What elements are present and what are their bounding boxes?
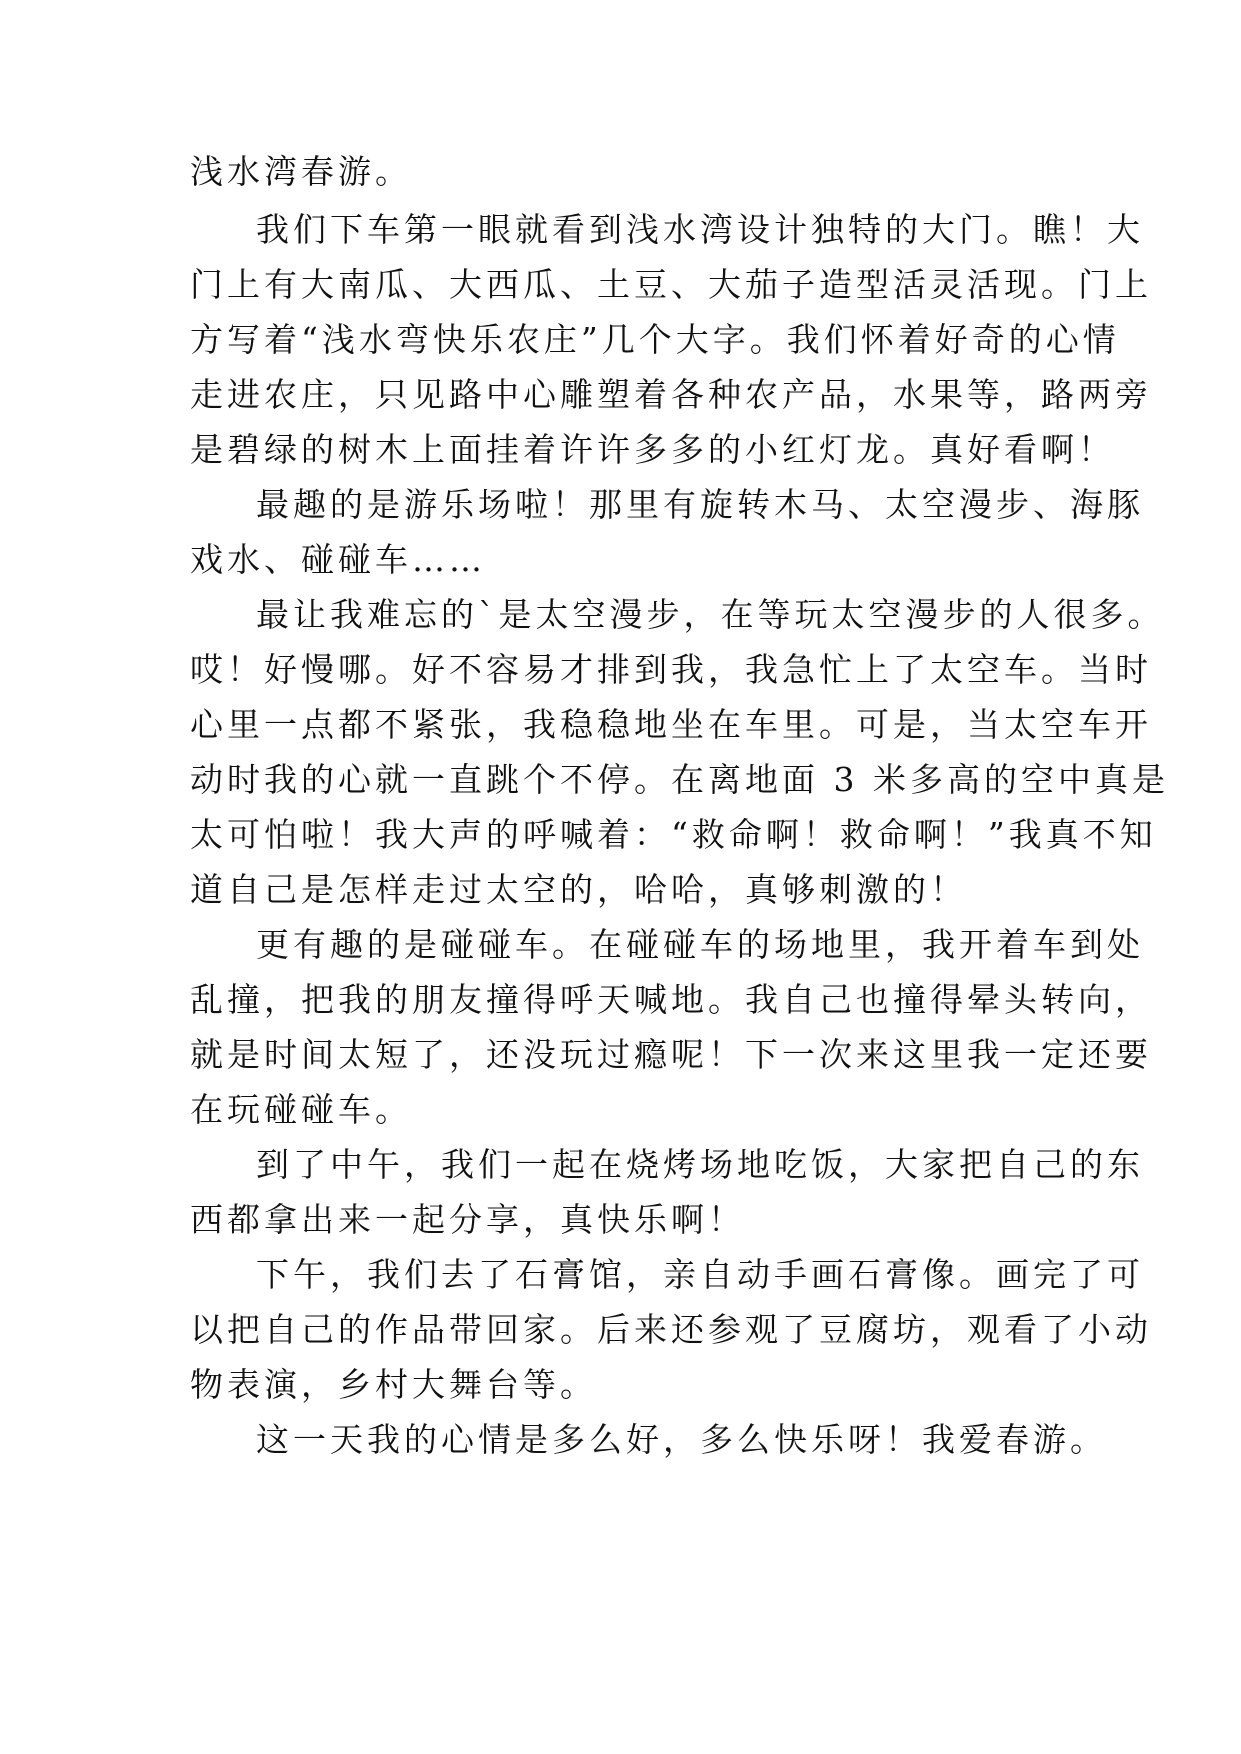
text-line: 我们下车第一眼就看到浅水湾设计独特的大门。瞧！大 xyxy=(256,210,1144,249)
text-line: 门上有大南瓜、大西瓜、土豆、大茄子造型活灵活现。门上 xyxy=(190,265,1152,304)
text-line: 西都拿出来一起分享，真快乐啊！ xyxy=(190,1200,745,1239)
text-line: 方写着“浅水弯快乐农庄”几个大字。我们怀着好奇的心情 xyxy=(190,320,1120,359)
text-line: 最让我难忘的`是太空漫步，在等玩太空漫步的人很多。 xyxy=(256,595,1165,634)
text-line: 更有趣的是碰碰车。在碰碰车的场地里，我开着车到处 xyxy=(256,925,1144,964)
text-line: 到了中午，我们一起在烧烤场地吃饭，大家把自己的东 xyxy=(256,1145,1144,1184)
text-line: 乱撞，把我的朋友撞得呼天喊地。我自己也撞得晕头转向， xyxy=(190,980,1152,1019)
text-line: 以把自己的作品带回家。后来还参观了豆腐坊，观看了小动 xyxy=(190,1310,1152,1349)
text-line: 浅水湾春游。 xyxy=(190,152,412,191)
text-line: 就是时间太短了，还没玩过瘾呢！下一次来这里我一定还要 xyxy=(190,1035,1152,1074)
text-line: 在玩碰碰车。 xyxy=(190,1090,412,1129)
text-line: 心里一点都不紧张，我稳稳地坐在车里。可是，当太空车开 xyxy=(190,705,1152,744)
text-line: 太可怕啦！我大声的呼喊着：“救命啊！救命啊！”我真不知 xyxy=(190,815,1157,854)
text-line: 这一天我的心情是多么好，多么快乐呀！我爱春游。 xyxy=(256,1420,1107,1459)
text-line: 走进农庄，只见路中心雕塑着各种农产品，水果等，路两旁 xyxy=(190,375,1152,414)
text-line: 动时我的心就一直跳个不停。在离地面 3 米多高的空中真是 xyxy=(190,760,1169,799)
text-line: 最趣的是游乐场啦！那里有旋转木马、太空漫步、海豚 xyxy=(256,485,1144,524)
text-line: 下午，我们去了石膏馆，亲自动手画石膏像。画完了可 xyxy=(256,1255,1144,1294)
text-line: 道自己是怎样走过太空的，哈哈，真够刺激的！ xyxy=(190,870,967,909)
text-line: 哎！好慢哪。好不容易才排到我，我急忙上了太空车。当时 xyxy=(190,650,1152,689)
text-line: 戏水、碰碰车…… xyxy=(190,540,486,579)
text-line: 物表演，乡村大舞台等。 xyxy=(190,1365,597,1404)
text-line: 是碧绿的树木上面挂着许许多多的小红灯龙。真好看啊！ xyxy=(190,430,1115,469)
